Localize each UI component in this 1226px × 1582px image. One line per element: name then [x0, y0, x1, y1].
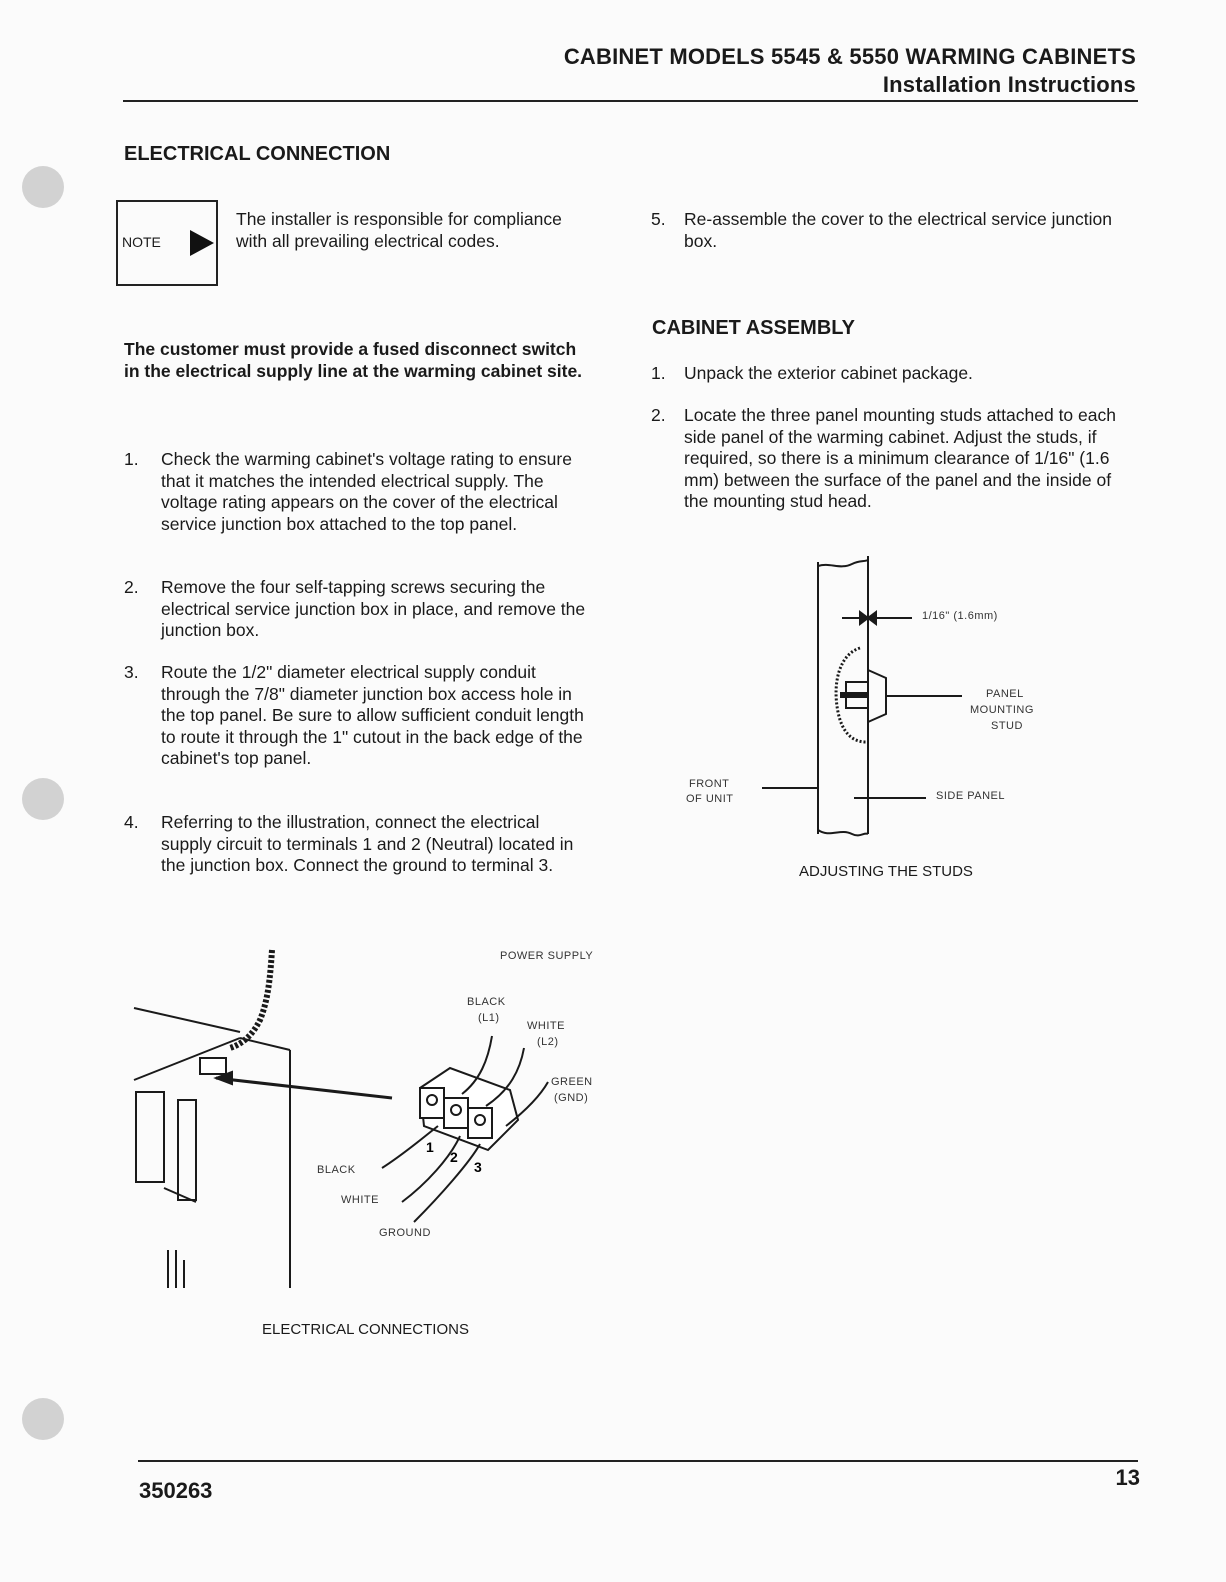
- adjusting-studs-diagram: [680, 552, 1080, 852]
- terminal-3-label: 3: [474, 1159, 482, 1175]
- green-gnd-label: GREEN: [551, 1076, 593, 1088]
- step-text: Remove the four self-tapping screws securing the electrical service junction box in place, and remove the junction box.: [161, 577, 586, 640]
- step-number: 2.: [651, 405, 666, 425]
- ground-wire-label: GROUND: [379, 1227, 431, 1239]
- note-label: NOTE: [122, 234, 161, 250]
- power-supply-label: POWER SUPPLY: [500, 950, 594, 962]
- step-text: Referring to the illustration, connect the electrical supply circuit to terminals 1 and 2 (Neutral) located in the junction box. Connect the ground to terminal 3.: [161, 812, 574, 875]
- electrical-connections-diagram: [120, 940, 620, 1300]
- side-panel-label: SIDE PANEL: [936, 790, 1005, 802]
- step-text: Locate the three panel mounting studs attached to each side panel of the warming cabinet. Adjust the studs, if required, so there is a minimum clearance of 1/16" (1.6 mm) between the surface of the panel and the inside of the mounting stud head.: [684, 405, 1116, 511]
- page-number: 13: [1115, 1465, 1140, 1490]
- document-number: 350263: [139, 1478, 213, 1503]
- white-l2-label: WHITE: [527, 1020, 565, 1032]
- black-wire-label: BLACK: [317, 1164, 356, 1176]
- binder-hole: [22, 166, 64, 208]
- panel-mounting-stud-label: STUD: [991, 720, 1023, 732]
- step-text: Route the 1/2" diameter electrical supply conduit through the 7/8" diameter junction box access hole in the top panel. Be sure to allow sufficient conduit length to route it through the 1" cutout in the back edge of the cabinet's top panel.: [161, 662, 584, 768]
- front-of-unit-label: FRONT: [689, 778, 730, 790]
- warning-text: The customer must provide a fused disconnect switch in the electrical supply line at the warming cabinet site.: [124, 339, 583, 381]
- note-box: [116, 200, 218, 286]
- panel-mounting-stud-label: PANEL: [986, 688, 1024, 700]
- document-title: CABINET MODELS 5545 & 5550 WARMING CABINETS: [563, 44, 1136, 69]
- white-l2-sub-label: (L2): [537, 1036, 559, 1048]
- note-arrow-icon: [188, 228, 216, 258]
- binder-hole: [22, 1398, 64, 1440]
- black-l1-sub-label: (L1): [478, 1012, 500, 1024]
- step-number: 3.: [124, 662, 139, 682]
- panel-mounting-stud-label: MOUNTING: [970, 704, 1034, 716]
- note-text: The installer is responsible for compliance with all prevailing electrical codes.: [236, 209, 562, 251]
- step-text: Check the warming cabinet's voltage rating to ensure that it matches the intended electrical supply. The voltage rating appears on the cover of the electrical service junction box attached to the top panel.: [161, 449, 572, 534]
- footer-rule: [138, 1460, 1138, 1462]
- step-number: 2.: [124, 577, 139, 597]
- step-text: Unpack the exterior cabinet package.: [684, 363, 973, 383]
- white-wire-label: WHITE: [341, 1194, 379, 1206]
- section-title-cabinet-assembly: CABINET ASSEMBLY: [652, 317, 855, 339]
- section-title-electrical: ELECTRICAL CONNECTION: [124, 143, 391, 165]
- terminal-1-label: 1: [426, 1139, 434, 1155]
- binder-hole: [22, 778, 64, 820]
- header-rule: [123, 100, 1138, 102]
- step-number: 1.: [124, 449, 139, 469]
- clearance-label: 1/16" (1.6mm): [922, 610, 998, 622]
- step-number: 4.: [124, 812, 139, 832]
- step-number: 1.: [651, 363, 666, 383]
- document-subtitle: Installation Instructions: [882, 72, 1136, 97]
- green-gnd-sub-label: (GND): [554, 1092, 589, 1104]
- electrical-diagram-caption: ELECTRICAL CONNECTIONS: [262, 1321, 469, 1338]
- front-of-unit-label: OF UNIT: [686, 793, 734, 805]
- terminal-2-label: 2: [450, 1149, 458, 1165]
- step-text: Re-assemble the cover to the electrical service junction box.: [684, 209, 1112, 251]
- black-l1-label: BLACK: [467, 996, 506, 1008]
- step-number: 5.: [651, 209, 666, 229]
- studs-diagram-caption: ADJUSTING THE STUDS: [799, 863, 973, 880]
